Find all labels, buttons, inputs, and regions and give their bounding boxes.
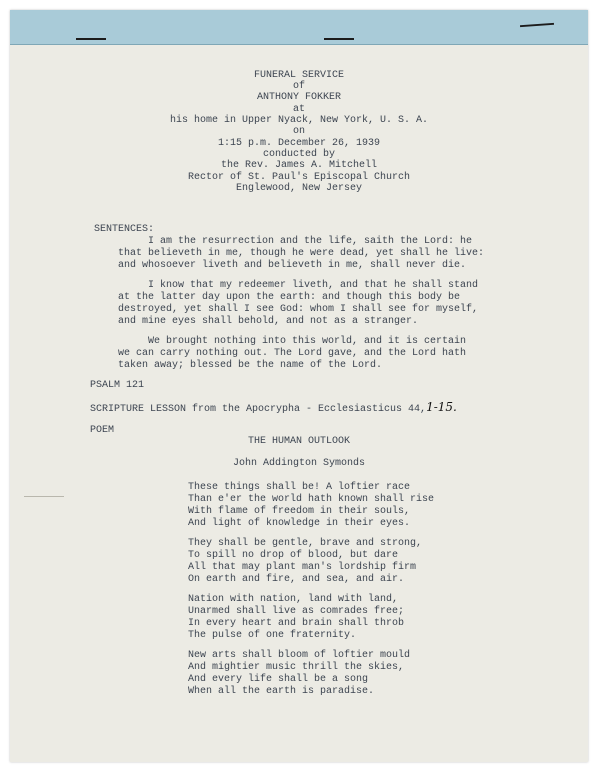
poem-line: The pulse of one fraternity. xyxy=(188,630,357,641)
paper-fold-mark xyxy=(24,496,64,497)
poem-line: These things shall be! A loftier race xyxy=(188,482,411,493)
header-officiant: the Rev. James A. Mitchell xyxy=(220,160,378,171)
sentence-line: I am the resurrection and the life, saith the Lord: he xyxy=(148,236,473,247)
header-of: of xyxy=(292,81,305,92)
poem-line: And mightier music thrill the skies, xyxy=(188,662,405,673)
poem-line: To spill no drop of blood, but dare xyxy=(188,550,399,561)
binding-strip xyxy=(10,10,588,45)
poem-line: When all the earth is paradise. xyxy=(188,686,375,697)
poem-title: THE HUMAN OUTLOOK xyxy=(247,436,351,447)
sentence-line: We brought nothing into this world, and it is certain xyxy=(148,336,467,347)
sentence-line: taken away; blessed be the name of the Lord. xyxy=(118,360,383,371)
binding-staple-left xyxy=(76,38,106,40)
header-on: on xyxy=(292,126,305,137)
poem-author: John Addington Symonds xyxy=(232,458,366,469)
sentences-label: SENTENCES: xyxy=(94,224,155,235)
psalm-heading: PSALM 121 xyxy=(90,380,145,391)
poem-line: On earth and fire, and sea, and air. xyxy=(188,574,405,585)
typed-page xyxy=(10,44,588,762)
poem-line: And every life shall be a song xyxy=(188,674,369,685)
poem-line: Unarmed shall live as comrades free; xyxy=(188,606,405,617)
poem-line: Nation with nation, land with land, xyxy=(188,594,399,605)
sentence-line: and mine eyes shall behold, and not as a stranger. xyxy=(118,316,419,327)
sentence-line: and whosoever liveth and believeth in me, shall never die. xyxy=(118,260,467,271)
poem-line: New arts shall bloom of loftier mould xyxy=(188,650,411,661)
header-rector: Rector of St. Paul's Episcopal Church xyxy=(187,172,411,183)
header-datetime: 1:15 p.m. December 26, 1939 xyxy=(217,138,381,149)
sentence-line: at the latter day upon the earth: and though this body be xyxy=(118,292,461,303)
header-title: FUNERAL SERVICE xyxy=(253,70,344,81)
binding-staple-right xyxy=(520,23,554,27)
poem-line: And light of knowledge in their eyes. xyxy=(188,518,411,529)
header-place: Englewood, New Jersey xyxy=(235,183,363,194)
header-location: his home in Upper Nyack, New York, U. S. A. xyxy=(169,115,429,126)
poem-label: POEM xyxy=(90,425,115,436)
poem-line: In every heart and brain shall throb xyxy=(188,618,405,629)
header-at: at xyxy=(292,104,305,115)
poem-line: Than e'er the world hath known shall rise xyxy=(188,494,435,505)
sentence-line: we can carry nothing out. The Lord gave, and the Lord hath xyxy=(118,348,467,359)
sentence-line: I know that my redeemer liveth, and that he shall stand xyxy=(148,280,479,291)
sentence-line: destroyed, yet shall I see God: whom I shall see for myself, xyxy=(118,304,479,315)
scripture-heading xyxy=(90,402,457,415)
header-name: ANTHONY FOKKER xyxy=(256,92,341,103)
scripture-handwritten-verses: 1-15. xyxy=(426,400,457,414)
scripture-typed: SCRIPTURE LESSON from the Apocrypha - Ecclesiasticus 44, xyxy=(90,404,427,415)
sentence-line: that believeth in me, though he were dead, yet shall he live: xyxy=(118,248,485,259)
header-conducted: conducted by xyxy=(262,149,335,160)
poem-line: All that may plant man's lordship firm xyxy=(188,562,417,573)
poem-line: They shall be gentle, brave and strong, xyxy=(188,538,423,549)
poem-line: With flame of freedom in their souls, xyxy=(188,506,411,517)
binding-staple-center xyxy=(324,38,354,40)
